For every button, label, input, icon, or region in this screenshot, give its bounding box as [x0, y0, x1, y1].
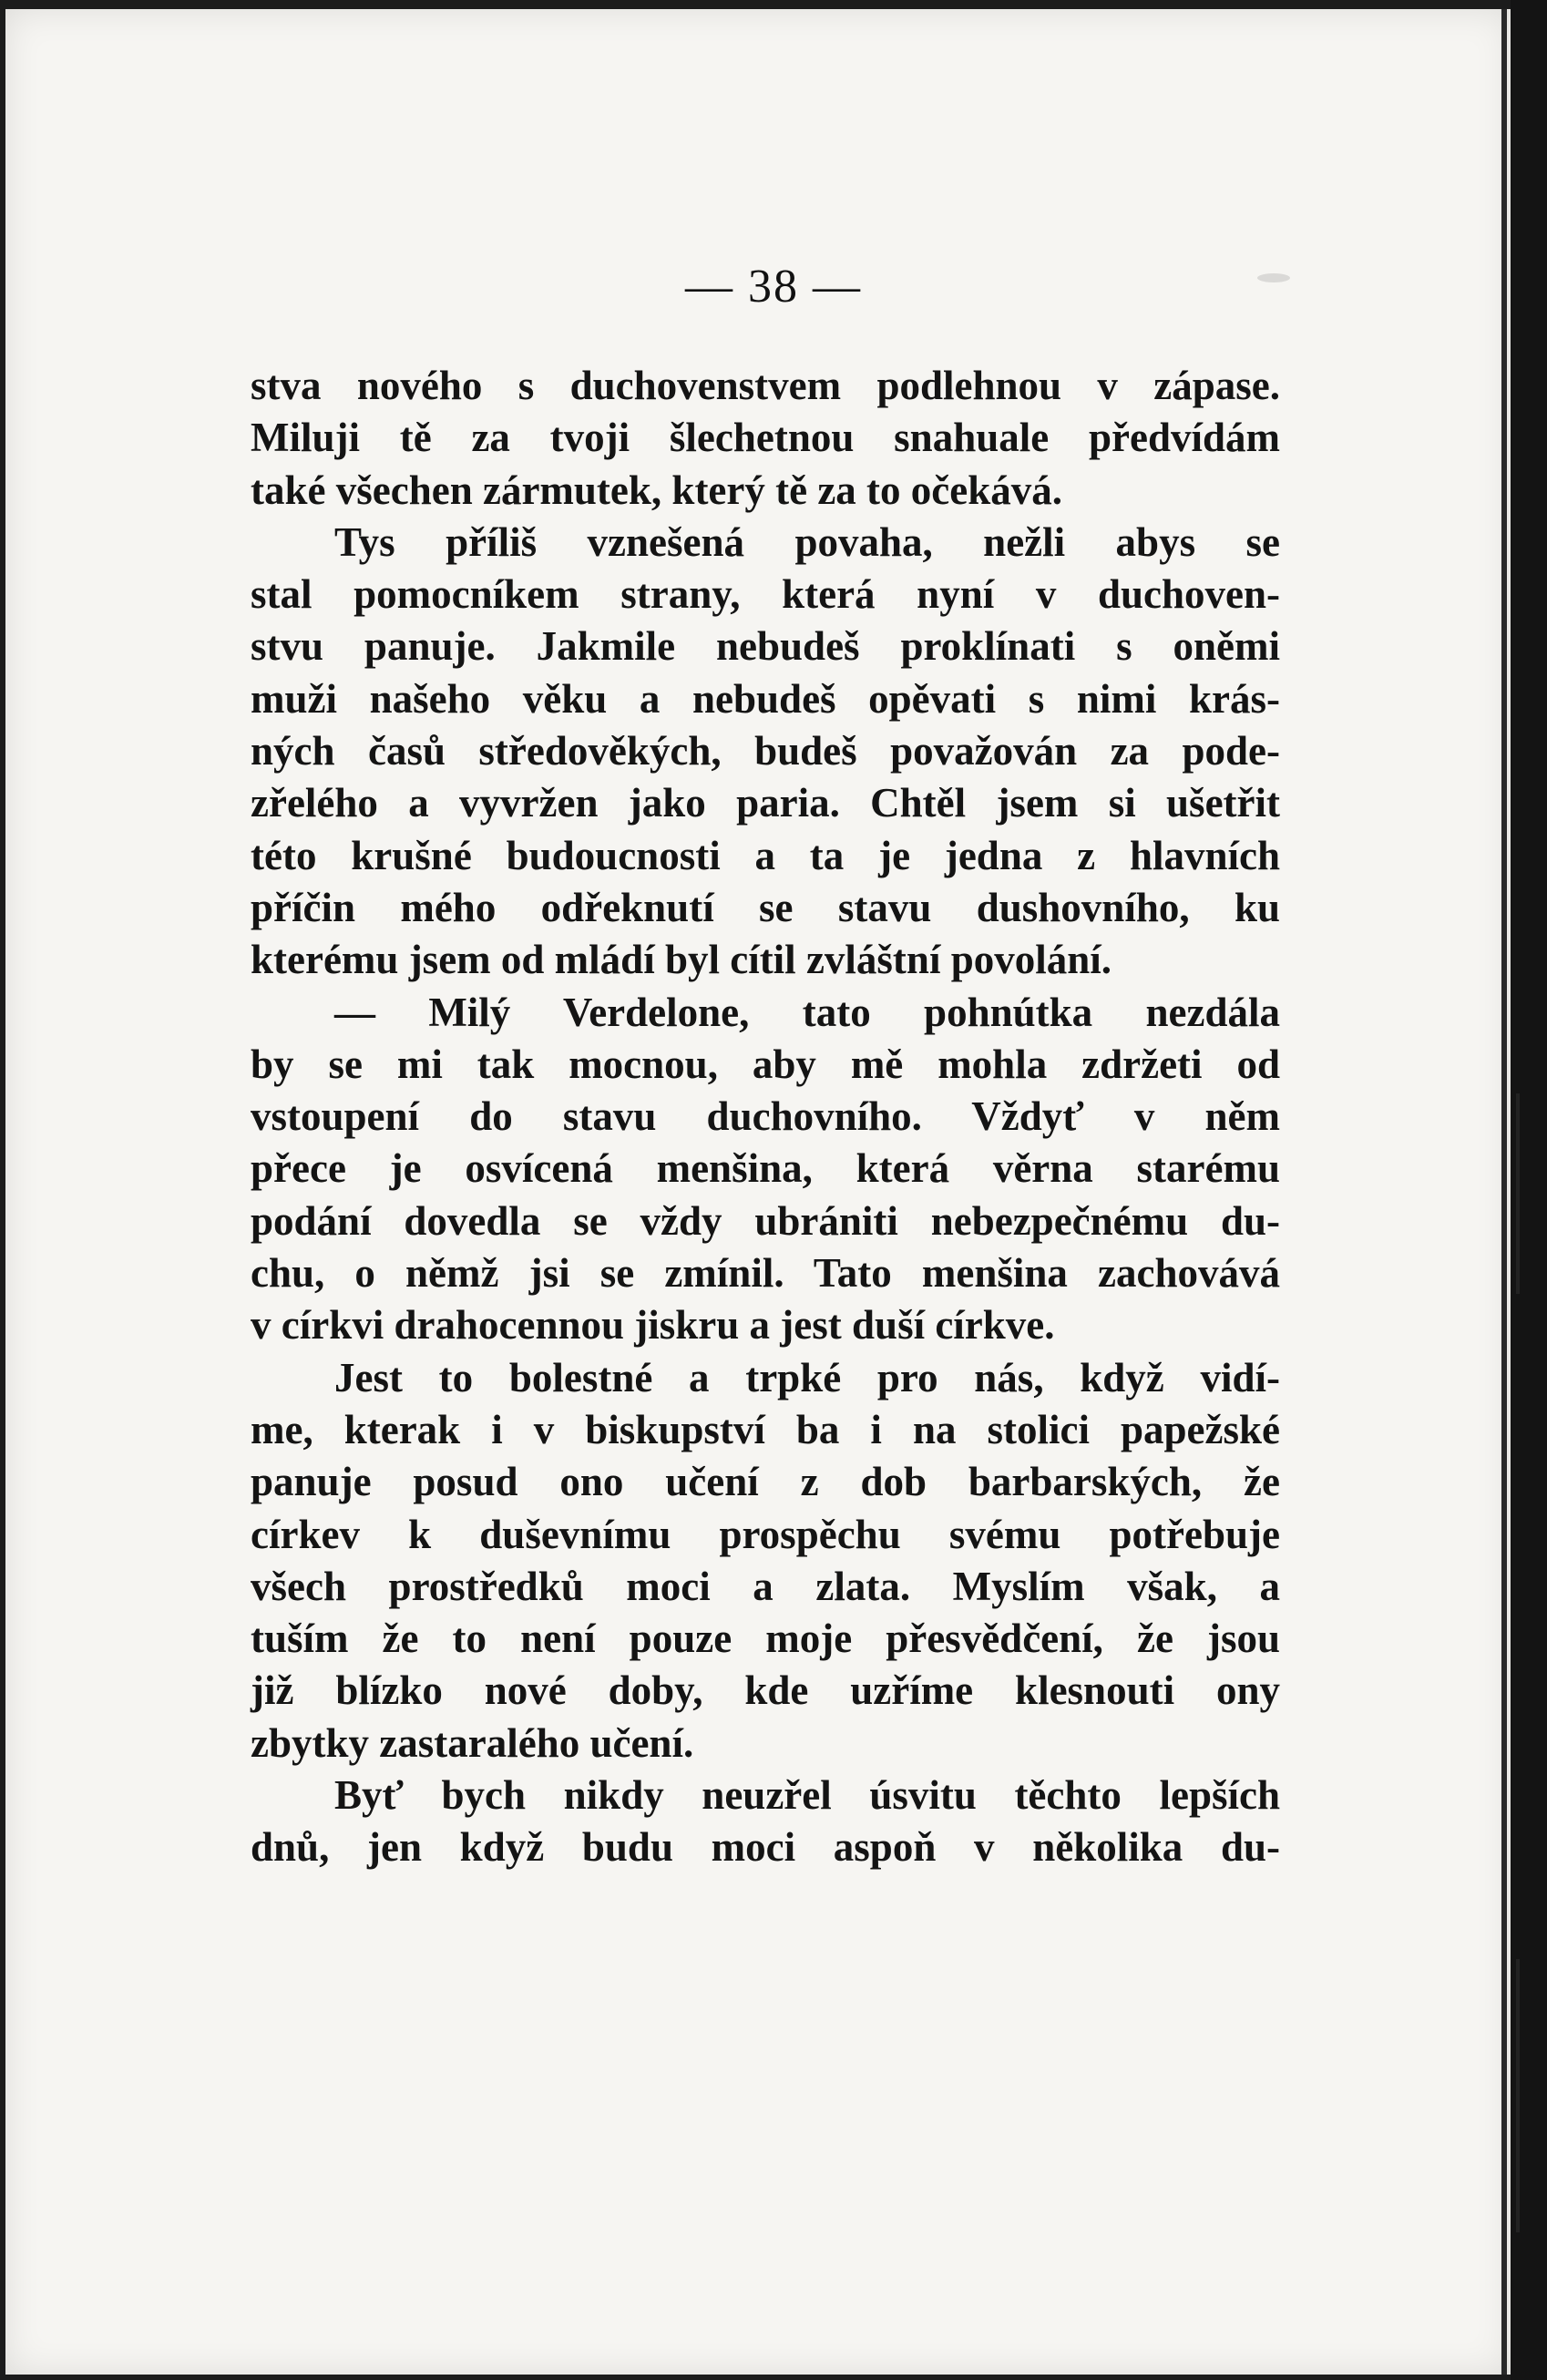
margin-mark-upper [1516, 1093, 1520, 1294]
text-line: již blízko nové doby, kde uzříme klesnouti ony [251, 1667, 1280, 1714]
margin-mark-lower [1516, 1959, 1520, 2232]
text-line: podání dovedla se vždy ubrániti nebezpečnému du- [251, 1197, 1280, 1244]
text-line: také všechen zármutek, který tě za to očekává. [251, 467, 1063, 513]
text-line: tuším že to není pouze moje přesvědčení, že jsou [251, 1616, 1280, 1662]
text-line: stal pomocníkem strany, která nyní v duchoven- [251, 571, 1280, 618]
text-line: ných časů středověkých, budeš považován za pode- [251, 728, 1280, 775]
text-line: panuje posud ono učení z dob barbarských, že [251, 1459, 1280, 1505]
text-line: me, kterak i v biskupství ba i na stolici papežské [251, 1406, 1280, 1452]
text-line: kterému jsem od mládí byl cítil zvláštní povolání. [251, 937, 1112, 983]
text-line: přece je osvícená menšina, která věrna starému [251, 1145, 1280, 1192]
body-text [251, 360, 1280, 1874]
text-line: chu, o němž jsi se zmínil. Tato menšina zachovává [251, 1250, 1280, 1297]
text-line: všech prostředků moci a zlata. Myslím však, a [251, 1563, 1280, 1609]
page-number: — 38 — [685, 261, 862, 313]
text-line: Byť bych nikdy neuzřel úsvitu těchto lepších [334, 1772, 1280, 1819]
text-line: zřelého a vyvržen jako paria. Chtěl jsem si ušetřit [251, 780, 1280, 826]
text-line: církev k duševnímu prospěchu svému potřebuje [251, 1511, 1280, 1557]
text-line: vstoupení do stavu duchovního. Vždyť v něm [251, 1093, 1280, 1140]
text-line: stva nového s duchovenstvem podlehnou v zápase. [251, 363, 1280, 408]
text-line: Tys příliš vznešená povaha, nežli abys se [334, 518, 1280, 565]
text-line: zbytky zastaralého učení. [251, 1719, 694, 1766]
text-line: muži našeho věku a nebudeš opěvati s nimi krás- [251, 675, 1280, 722]
text-line: by se mi tak mocnou, aby mě mohla zdržeti od [251, 1041, 1280, 1087]
page-edge-shadow [1501, 9, 1507, 2375]
text-line: stvu panuje. Jakmile nebudeš proklínati s oněmi [251, 623, 1280, 670]
text-line: této krušné budoucnosti a ta je jedna z hlavních [251, 832, 1280, 878]
text-line: v církvi drahocennou jiskru a jest duší církve. [251, 1302, 1055, 1349]
text-line: — Milý Verdelone, tato pohnútka nezdála [334, 989, 1280, 1035]
text-line: Miluji tě za tvoji šlechetnou snahuale předvídám [251, 415, 1280, 461]
text-line: dnů, jen když budu moci aspoň v několika du- [251, 1824, 1280, 1871]
text-line: příčin mého odřeknutí se stavu dushovního, ku [251, 884, 1280, 930]
text-line: Jest to bolestné a trpké pro nás, když vidí- [334, 1354, 1280, 1400]
